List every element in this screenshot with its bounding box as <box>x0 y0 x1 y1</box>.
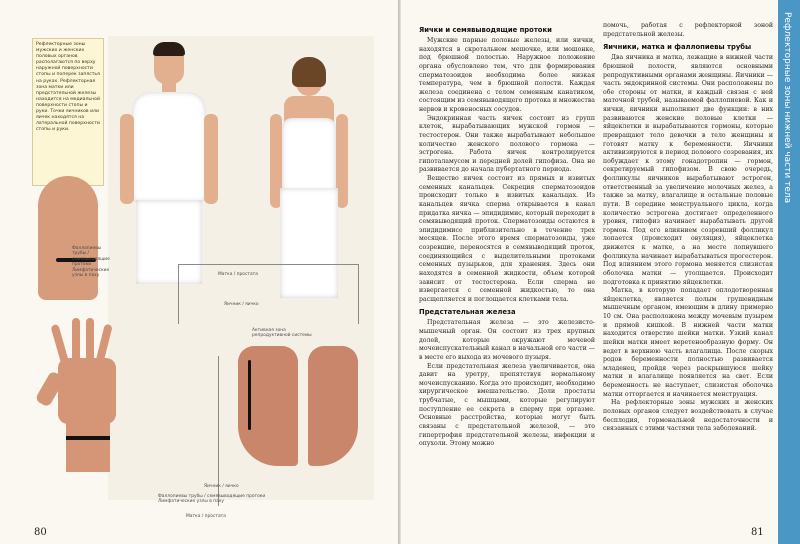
sidebar-title: Рефлекторные зоны нижней части тела <box>782 12 792 204</box>
text-column-1 <box>419 22 595 449</box>
male-figure <box>118 44 218 284</box>
paragraph: Если предстательная железа увеличивается, она давит на уретру, препятствуя нормальному мочеиспусканию. Когда это происходит, необходимо хирургическое вмешательство. Доли простаты трубчатые, с мышцами, которые регулируют поступление ее секрета в сперму при оргазме. Основные расстройства, которые могут быть связаны с предстательной железой, — это гипертрофия предстательной железы, инфекции и опухоли. Этому можно <box>419 362 595 448</box>
intro-text-box: Рефлекторные зоны мужских и женских половых органов располагаются по верху наружной поверхности стопы и поперек запястья на руках. Рефлекторная зона матки или предстательной железы находится на медиальной поверхности стопы и руки. Точки яичников или яичек находятся на латеральной поверхности стопы и руки. <box>32 38 104 186</box>
paragraph: Два яичника и матка, лежащие в нижней части брюшной полости, являются основными репродуктивными органами женщины. Яичники — часть эндокринной системы. Они расположены по обе стороны от матки, и каждый связан с ней маточной трубой, называемой фаллопиевой. Как и яички, яичники выполняют две функции: в них развиваются женские половые клетки — яйцеклетки и вырабатываются гормоны, которые превращают тело девочки в тело женщины и готовят матку к беременности. Яичники активизируются в период полового созревания, их побуждает к этому гонадотропин — гормон, секретируемый гипофизом. В свою очередь, фолликулы яичников вырабатывают эстроген, ответственный за увеличение молочных желез, а также за матку, влагалище и остальные половые пути. В середине менструального цикла, когда количество эстрогена достигает определенного уровня, гипофиз начинает вырабатывать другой гормон. Под его влиянием созревший фолликул лопается (происходит овуляция), яйцеклетка движется к матке, а на месте лопнувшего фолликула начинает вырабатываться прогестерон. Под влиянием этого гормона меняется слизистая оболочка матки — утолщается. Происходит подготовка к принятию яйцеклетки. <box>603 54 773 286</box>
label-ovary-mid: Яичник / яичко <box>224 302 259 307</box>
foot-top-image <box>30 176 106 300</box>
paragraph: На рефлекторные зоны мужских и женских половых органов следует воздействовать в случае бесплодия, гормональной недостаточности и связанных с этими частями тела заболеваний. <box>603 399 773 433</box>
label-uterus-bottom: Матка / простата <box>186 514 226 519</box>
paragraph: Вещество яичек состоит из прямых и извитых семенных канальцев. Секреция сперматозоидов происходит только в извитых канальцах. Из канальцев яичка сперма открывается в канал придатка яичка — эпидидимис, который переходит в семявыводящий проток. Сперматозоиды остаются в эпидидимисе приблизительно в течение трех месяцев. После этого время сперматозоиды, уже созревшие, переносятся в семявыводящий проток, соединяющийся с выделительными протоками семенных пузырьков, для хранения. Здесь они находятся в семенной жидкости, объем которой зависит от тестостерона. Если сперма не извергается с семенной жидкостью, то она расщепляется и поглощается клетками тела. <box>419 175 595 303</box>
hand-image <box>42 318 130 472</box>
page-number-right: 81 <box>751 527 764 538</box>
paragraph: Матка, в которую попадает оплодотворенная яйцеклетка, является полым грушевидным мышечным органом, имеющим в длину примерно 10 см. Она расположена между мочевым пузырем и прямой кишкой. В нижней части матки находится отверстие шейки матки. Узкий канал шейки матки имеет веретенообразную форму. Он ведет в верхнюю часть влагалища. После скорых родов беременности полностью развивается младенец, пройдя через раскрывшуюся шейку матки и влагалище появляется на свет. Если беременность не наступает, слизистая оболочка матки отторгается и начинается менструация. <box>603 287 773 398</box>
label-active-zone: Активная зона репродуктивной системы <box>252 328 312 339</box>
right-page <box>401 0 800 544</box>
chapter-sidebar <box>778 0 800 544</box>
paragraph: Эндокринная часть яичек состоит из групп клеток, вырабатывающих мужской гормон — тестостерон. Они также вырабатывают небольшое количество женского полового гормона — эстрогена. Работа яичек контролируется гипоталамусом и передней долей гипофиза. Она не развивается до начала пубертатного периода. <box>419 114 595 174</box>
heading-ovaries: Яичники, матка и фаллопиевы трубы <box>603 43 752 52</box>
paragraph: Мужские парные половые железы, или яички, находятся в скротальном мешочке, или мошонке, под брюшной полостью. Наружное положение органа обусловлено тем, что для формирования сперматозоидов необходима более низкая температура, чем в брюшной полости. Каждая железа соединена с телом семенным канатиком, состоящим из семявыводящего протока и множества нервов и кровеносных сосудов. <box>419 37 595 113</box>
paragraph: Предстательная железа — это железисто-мышечный орган. Он состоит из трех крупных долей, которые окружают мочевой мочеиспускательный канал в начальной его части — в месте его выхода из мочевого пузыря. <box>419 319 595 361</box>
illustration-panel <box>108 36 374 519</box>
label-fallopian-bottom: Фаллопиевы трубы / семявыводящие протоки Лимфатические узлы в паху <box>158 494 266 505</box>
page-number-left: 80 <box>34 527 47 538</box>
label-ovary-bottom: Яичник / яичко <box>204 484 239 489</box>
label-fallopian-foot: Фаллопиевы трубы / семявыводящие протоки Лимфатические узлы в паху <box>72 246 110 279</box>
left-foot-image <box>308 346 358 466</box>
heading-prostate: Предстательная железа <box>419 308 516 317</box>
left-page <box>0 0 398 544</box>
heading-testicles: Яички и семявыводящие протоки <box>419 26 552 34</box>
right-foot-image <box>238 346 298 466</box>
text-column-2 <box>603 22 773 434</box>
paragraph: помочь, работая с рефлекторной зоной предстательной железы. <box>603 22 773 38</box>
label-uterus-top: Матка / простата <box>218 272 258 277</box>
